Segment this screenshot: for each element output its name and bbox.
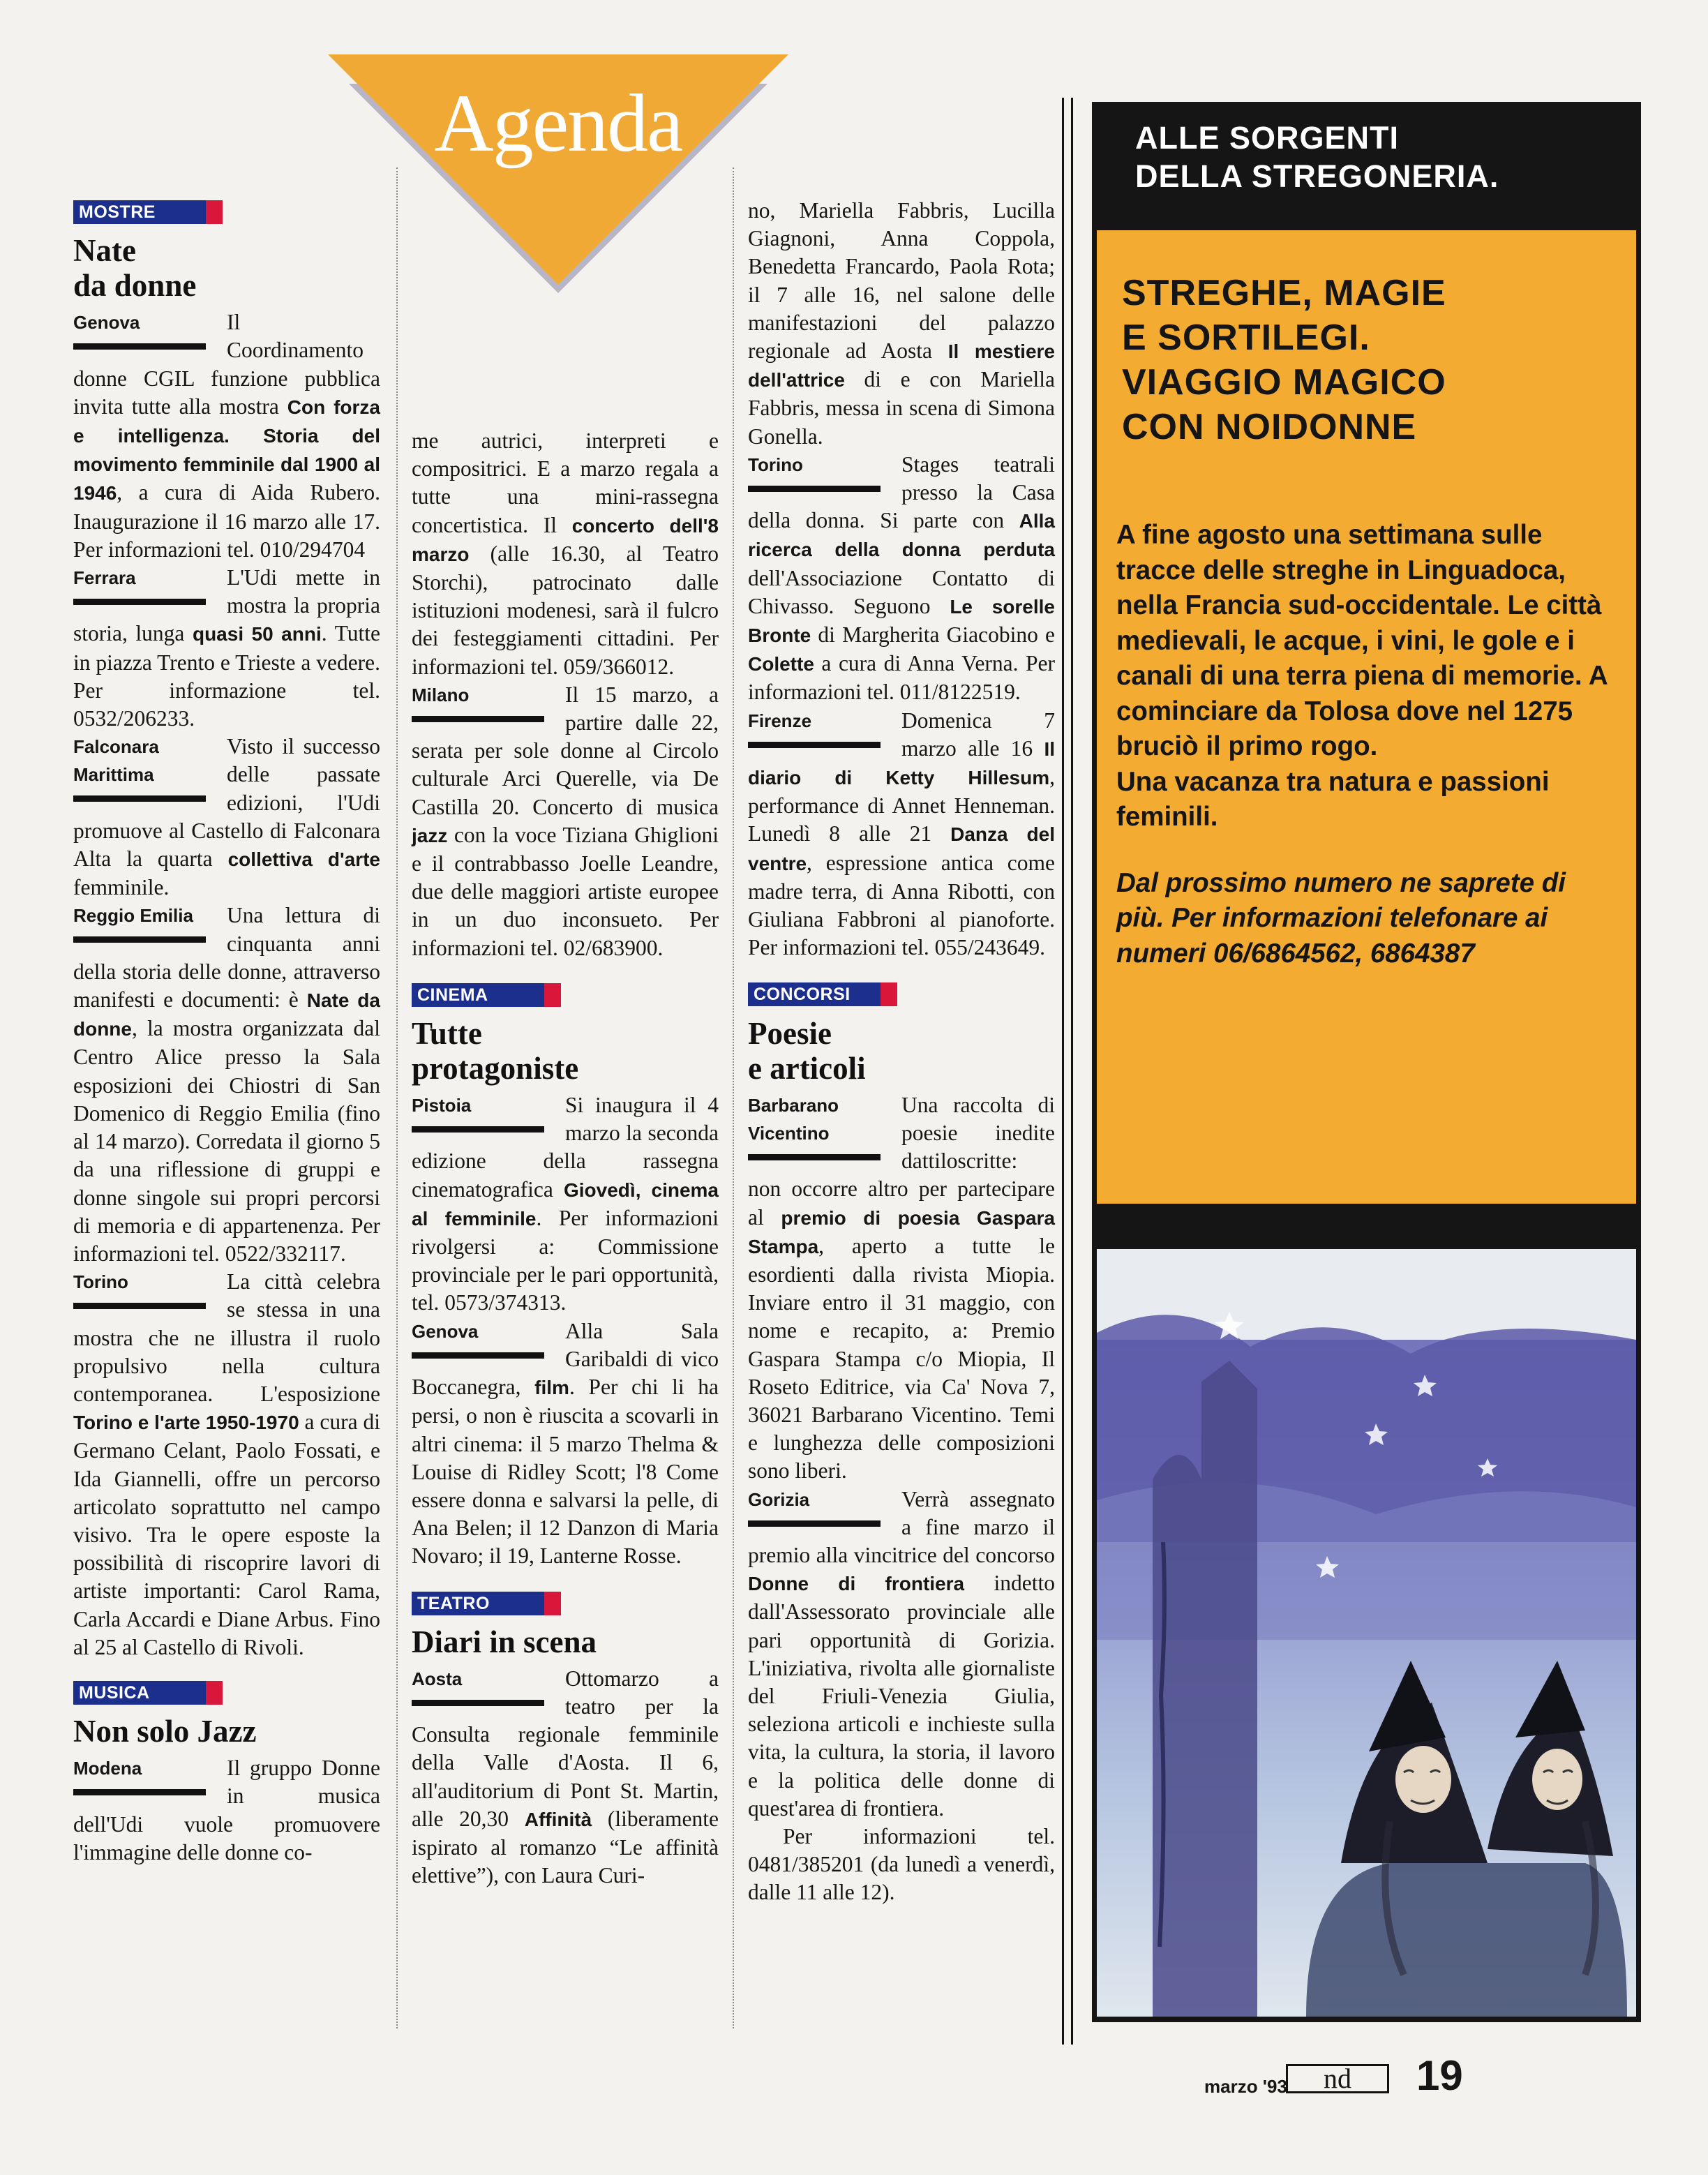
ad-divider-rules — [1062, 98, 1073, 2045]
entry-falconara: Falconara Marittima Visto il successo delle passate edizioni, l'Udi promuove al Castello di Falconara Alta la quarta collettiva d'arte femminile. — [73, 734, 380, 900]
ad-body: A fine agosto una settimana sulle tracce delle streghe in Linguadoca, nella Francia sud-occidentale. Le città medievali, le acque, i vini, le gole e i canali di una terra piena di memorie. A cominciare da Tolosa dove nel 1275 bruciò il primo rogo. Una vacanza tra natura e passioni feminili. — [1116, 520, 1608, 832]
city-label: Falconara Marittima — [73, 736, 159, 786]
entry-genova-mostre: Genova Il Coordinamento donne CGIL funzione pubblica invita tutte alla mostra Con forza e intelligenza. Storia del movimento femminile dal 1900 al 1946, a cura di Aida Rubero. Inaugurazione il 16 marzo alle 17. Per informazioni tel. 010/294704 — [73, 310, 380, 562]
city-label: Pistoia — [412, 1095, 472, 1116]
column-1 — [73, 197, 380, 1867]
ad-footer-text: Dal prossimo numero ne saprete di più. Per informazioni telefonare ai numeri 06/6864562, 6864387 — [1116, 867, 1566, 969]
city-label: Gorizia — [748, 1488, 810, 1510]
section-title-concorsi: Poesie e articoli — [748, 1015, 866, 1086]
column-2 — [412, 427, 719, 1890]
entry-modena-continued: me autrici, interpreti e compositrici. E a marzo regala a tutte una mini-rassegna concertistica. Il concerto dell'8 marzo (alle 16.30, al Teatro Storchi), patrocinato dalle istituzioni modenesi, sarà il fulcro dei festeggiamenti cittadini. Per informazioni tel. 059/366012. — [412, 428, 719, 679]
section-title-mostre: Nate da donne — [73, 233, 197, 304]
city-label: Firenze — [748, 710, 812, 731]
entry-aosta-continued: no, Mariella Fabbris, Lucilla Giagnoni, Anna Coppola, Benedetta Francardo, Paola Rota; il 7 alle 16, nel salone delle manifestazioni del palazzo regionale ad Aosta Il mestiere dell'attrice di e con Mariella Fabbris, messa in scena di Simona Gonella. — [748, 198, 1056, 449]
column-3 — [748, 197, 1055, 1907]
city-label: Torino — [73, 1271, 128, 1293]
entry-gorizia-info: Per informazioni tel. 0481/385201 (da lunedì a venerdì, dalle 11 alle 12). — [748, 1823, 1055, 1905]
column-divider — [396, 167, 398, 2028]
section-label-concorsi: CONCORSI — [748, 982, 881, 1006]
issue-date: marzo '93 — [1204, 2076, 1287, 2097]
entry-genova-cinema: Genova Alla Sala Garibaldi di vico Boccanegra, film. Per chi li ha persi, o non è riuscita a scovarli in altri cinema: il 5 marzo Thelma & Louise di Ridley Scott; l'8 Come essere donna e salvarsi la pelle, di Ana Belen; il 12 Danzon di Maria Novaro; il 19, Lanterne Rosse. — [412, 1318, 719, 1569]
city-label: Ferrara — [73, 567, 136, 589]
city-label: Reggio Emilia — [73, 905, 193, 927]
page-title: Agenda — [434, 77, 682, 169]
column-divider — [733, 167, 734, 2028]
section-title-musica: Non solo Jazz — [73, 1714, 257, 1749]
entry-firenze: Firenze Domenica 7 marzo alle 16 Il diario di Ketty Hillesum, performance di Annet Henneman. Lunedì 8 alle 21 Danza del ventre, espressione antica come madre terra, di Anna Ribotti, con Giuliana Fabbroni al pianoforte. Per informazioni tel. 055/243649. — [748, 708, 1055, 960]
page-number: 19 — [1416, 2052, 1463, 2099]
entry-gorizia: Gorizia Verrà assegnato a fine marzo il premio alla vincitrice del concorso Donne di frontiera indetto dall'Assessorato provinciale alle pari opportunità di Gorizia. L'iniziativa, rivolta alle giornaliste del Friuli-Venezia Giulia, seleziona articoli e inchieste sulla vita, la cultura, la storia, il lavoro e la politica delle donne di quest'area di frontiera. — [748, 1486, 1055, 1821]
entry-torino-mostre: Torino La città celebra se stessa in una mostra che ne illustra il ruolo propulsivo nella cultura contemporanea. L'esposizione Torino e l'arte 1950-1970 a cura di Germano Celant, Paolo Fossati, e Ida Giannelli, offre un percorso articolato soprattutto nel campo visivo. Tra le opere esposte la possibilità di riscoprire lavori di artiste importanti: Carol Rama, Carla Accardi e Diane Arbus. Fino al 25 al Castello di Rivoli. — [73, 1269, 380, 1659]
ad-headline: STREGHE, MAGIE E SORTILEGI. VIAGGIO MAGICO CON NOIDONNE — [1122, 273, 1446, 447]
section-label-cinema: CINEMA — [412, 983, 544, 1007]
city-label: Modena — [73, 1758, 142, 1779]
entry-aosta: Aosta Ottomarzo a teatro per la Consulta regionale femminile della Valle d'Aosta. Il 6, all'auditorium di Pont St. Martin, alle 20,30 Affinità (liberamente ispirato al romanzo “Le affinità elettive”), con Laura Curi- — [412, 1666, 719, 1888]
section-label-mostre: MOSTRE — [73, 200, 206, 224]
entry-ferrara: Ferrara L'Udi mette in mostra la propria storia, lunga quasi 50 anni. Tutte in piazza Trento e Trieste a vedere. Per informazione tel. 0532/206233. — [73, 565, 381, 731]
section-label-teatro: TEATRO — [412, 1592, 544, 1615]
city-label: Barbarano Vicentino — [748, 1094, 839, 1144]
ad-orange-box — [1097, 230, 1636, 1204]
city-label: Milano — [412, 684, 470, 705]
city-label: Genova — [73, 312, 140, 334]
entry-barbarano: Barbarano Vicentino Una raccolta di poesie inedite dattiloscritte: non occorre altro per partecipare al premio di poesia Gaspara Stampa, aperto a tutte le esordienti dalla rivista Miopia. Inviare entro il 31 maggio, con nome e recapito, a: Premio Gaspara Stampa c/o Miopia, Il Roseto Editrice, via Ca' Nova 7, 36021 Barbarano Vicentino. Temi e lunghezza delle composizioni sono liberi. — [748, 1092, 1056, 1483]
entry-reggio-emilia: Reggio Emilia Una lettura di cinquanta anni della storia delle donne, attraverso manifesti e documenti: è Nate da donne, la mostra organizzata dal Centro Alice presso la Sala esposizioni dei Chiostri di San Domenico di Reggio Emilia (fino al 14 marzo). Corredata il giorno 5 da una riflessione di gruppi e donne singole sui propri percorsi di memoria e di appartenenza. Per informazioni tel. 0522/332117. — [73, 903, 380, 1266]
section-title-teatro: Diari in scena — [412, 1624, 597, 1659]
section-label-musica: MUSICA — [73, 1681, 206, 1705]
entry-milano: Milano Il 15 marzo, a partire dalle 22, serata per sole donne al Circolo culturale Arci Querelle, via De Castilla 20. Concerto di musica jazz con la voce Tiziana Ghiglioni e il contrabbasso Joelle Leandre, due delle maggiori artiste europee in un duo inconsueto. Per informazioni tel. 02/683900. — [412, 682, 719, 960]
magazine-logo: nd — [1286, 2064, 1389, 2093]
ad-top-heading: ALLE SORGENTI DELLA STREGONERIA. — [1135, 120, 1499, 194]
entry-pistoia: Pistoia Si inaugura il 4 marzo la seconda edizione della rassegna cinematografica Giovedì, cinema al femminile. Per informazioni rivolgersi a: Commissione provinciale per le pari opportunità, tel. 0573/374313. — [412, 1093, 719, 1315]
entry-torino-teatro: Torino Stages teatrali presso la Casa della donna. Si parte con Alla ricerca della donna perduta dell'Associazione Contatto di Chivasso. Seguono Le sorelle Bronte di Margherita Giacobino e Colette a cura di Anna Verna. Per informazioni tel. 011/8122519. — [748, 451, 1056, 705]
city-label: Genova — [412, 1320, 479, 1342]
city-label: Torino — [748, 454, 803, 475]
entry-modena: Modena Il gruppo Donne in musica dell'Udi vuole promuovere l'immagine delle donne co- — [73, 1756, 380, 1864]
section-title-cinema: Tutte protagoniste — [412, 1016, 579, 1086]
city-label: Aosta — [412, 1668, 463, 1689]
witches-illustration — [1097, 1249, 1636, 2017]
